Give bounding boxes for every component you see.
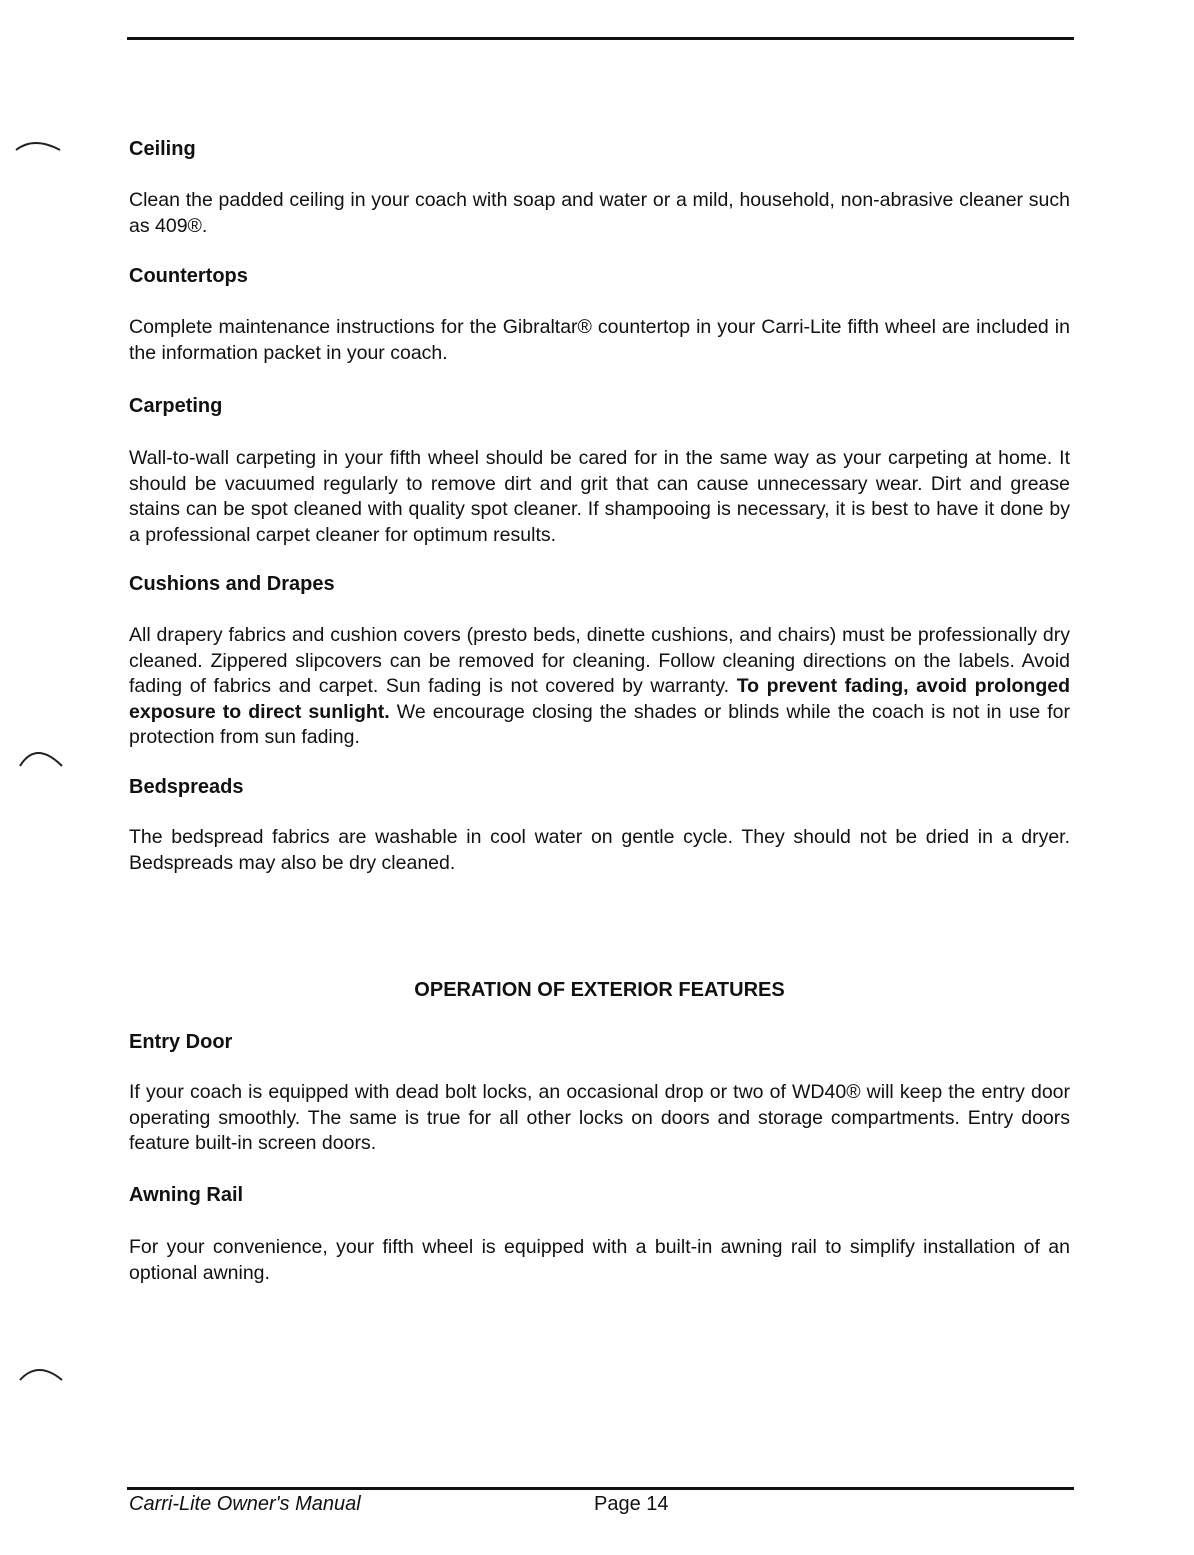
section-body-awning-rail: For your convenience, your fifth wheel is equipped with a built-in awning rail to simplify installation of an optional awning.	[129, 1236, 1070, 1284]
cushions-text-pre: All drapery fabrics and cushion covers (presto beds, dinette cushions, and chairs) must be professionally dry cleaned. Zippered slipcovers can be removed for cleaning. Follow cleaning directions on the labels. Avoid fading of fabrics and carpet. Sun fading is not covered by warranty.	[129, 624, 1070, 697]
section-heading-bedspreads: Bedspreads	[129, 776, 244, 798]
top-rule	[127, 37, 1074, 40]
punch-hole-arc-icon	[12, 136, 64, 158]
section-body-bedspreads: The bedspread fabrics are washable in cool water on gentle cycle. They should not be dried in a dryer. Bedspreads may also be dry cleaned.	[129, 826, 1070, 874]
section-body-countertops: Complete maintenance instructions for the Gibraltar® countertop in your Carri-Lite fifth wheel are included in the information packet in your coach.	[129, 316, 1070, 364]
bottom-rule	[127, 1487, 1074, 1490]
section-heading-countertops: Countertops	[129, 265, 248, 287]
punch-hole-arc-icon	[16, 1362, 66, 1386]
cushions-warning-bold: To prevent fading, avoid prolonged exposure to direct sunlight.	[129, 675, 1070, 723]
section-body-cushions	[129, 623, 1070, 751]
section-body-carpeting: Wall-to-wall carpeting in your fifth wheel should be cared for in the same way as your carpeting at home. It should be vacuumed regularly to remove dirt and grit that can cause unnecessary wear. Dirt and grease stains can be spot cleaned with quality spot cleaner. If shampooing is necessary, it is best to have it done by a professional carpet cleaner for optimum results.	[129, 447, 1070, 546]
section-heading-cushions: Cushions and Drapes	[129, 573, 335, 595]
punch-hole-arc-icon	[16, 742, 66, 770]
footer-page-number: Page 14	[594, 1493, 669, 1515]
section-heading-awning-rail: Awning Rail	[129, 1184, 244, 1206]
cushions-text-post: We encourage closing the shades or blinds while the coach is not in use for protection from sun fading.	[129, 700, 1070, 748]
section-body-ceiling: Clean the padded ceiling in your coach with soap and water or a mild, household, non-abrasive cleaner such as 409®.	[129, 189, 1070, 237]
section-body-entry-door: If your coach is equipped with dead bolt locks, an occasional drop or two of WD40® will keep the entry door operating smoothly. The same is true for all other locks on doors and storage compartments. Entry doors feature built-in screen doors.	[129, 1081, 1070, 1154]
section-heading-entry-door: Entry Door	[129, 1031, 233, 1053]
section-heading-ceiling: Ceiling	[129, 138, 196, 160]
section-heading-carpeting: Carpeting	[129, 395, 223, 417]
footer-manual-title: Carri-Lite Owner's Manual	[129, 1493, 361, 1515]
exterior-features-title: OPERATION OF EXTERIOR FEATURES	[414, 979, 785, 1001]
